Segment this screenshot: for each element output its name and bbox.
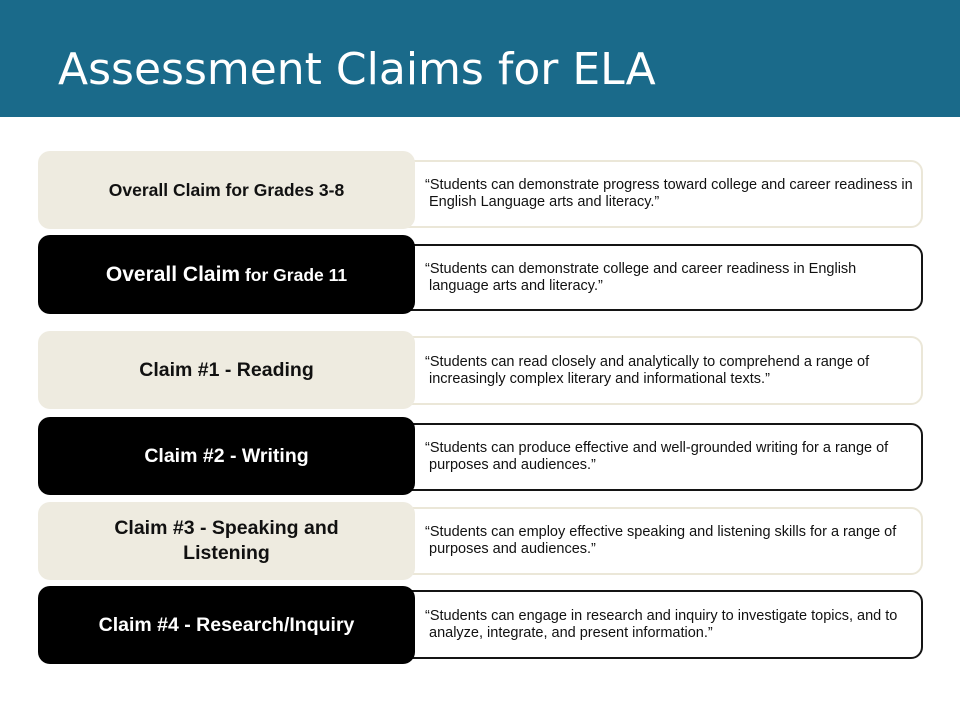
claim-label — [38, 417, 415, 495]
claim-quote: “Students can demonstrate progress toward college and career readiness in English Language arts and literacy.” — [425, 177, 913, 210]
claim-label — [38, 502, 415, 580]
claim-quote: “Students can demonstrate college and career readiness in English language arts and literacy.” — [425, 260, 857, 294]
claim-quote: “Students can employ effective speaking and listening skills for a range of purposes and audiences.” — [425, 524, 897, 557]
claim-quote: “Students can read closely and analytically to comprehend a range of increasingly complex literary and informational texts.” — [425, 353, 870, 387]
claim-label-text: Claim #4 - Research/Inquiry — [98, 613, 355, 636]
claim-label — [38, 331, 415, 409]
claim-label-text: Claim #2 - Writing — [144, 444, 309, 467]
claim-label — [38, 235, 415, 314]
title-bar — [0, 0, 960, 117]
claim-label-text: Overall Claim — [105, 262, 241, 286]
claim-quote-box — [385, 244, 923, 311]
claim-label — [38, 151, 415, 229]
claim-quote-box — [385, 423, 923, 491]
claim-quote-box — [385, 160, 923, 228]
claim-label-text: Overall Claim for Grades 3-8 — [108, 179, 345, 200]
claim-label-text: Claim #1 - Reading — [139, 358, 314, 381]
claim-quote-box — [385, 336, 923, 405]
claim-quote-box — [385, 590, 923, 659]
claim-quote: “Students can produce effective and well-grounded writing for a range of purposes and audiences.” — [425, 440, 889, 473]
claim-label-text: Claim #3 - Speaking and Listening — [114, 517, 339, 564]
claim-label-suffix: for Grade 11 — [240, 264, 348, 285]
slide-title: Assessment Claims for ELA — [58, 44, 656, 95]
claim-label — [38, 586, 415, 664]
claim-quote: “Students can engage in research and inquiry to investigate topics, and to analyze, integrate, and present information.” — [425, 607, 898, 641]
claim-quote-box — [385, 507, 923, 575]
